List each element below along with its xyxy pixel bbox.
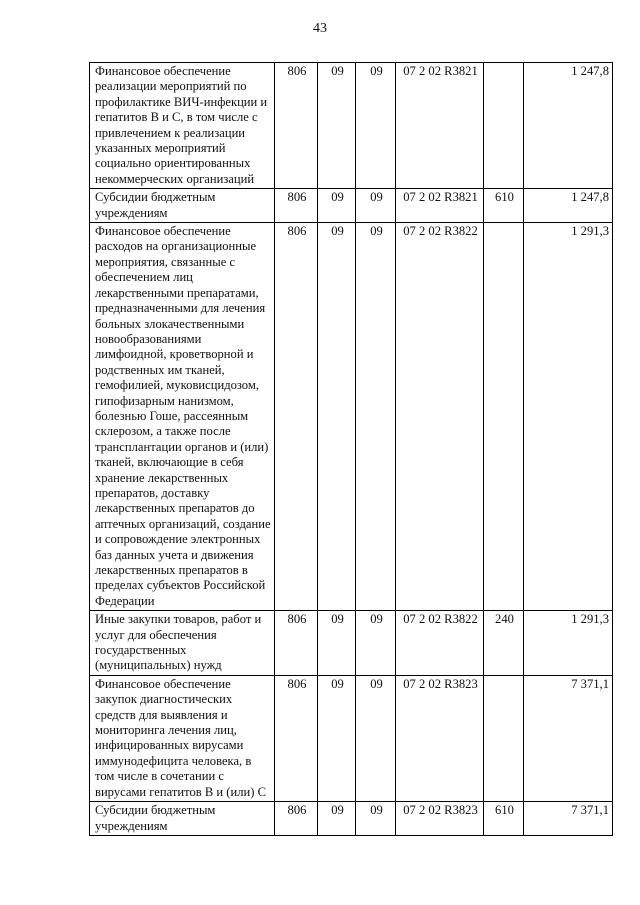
amount: 7 371,1 xyxy=(524,802,613,836)
table-row xyxy=(90,802,613,836)
subsection-code: 09 xyxy=(356,189,396,223)
target-code: 07 2 02 R3823 xyxy=(396,802,484,836)
subsection-code: 09 xyxy=(356,611,396,676)
target-code: 07 2 02 R3823 xyxy=(396,675,484,801)
target-code: 07 2 02 R3821 xyxy=(396,189,484,223)
expense-type-code: 240 xyxy=(484,611,524,676)
amount: 1 291,3 xyxy=(524,223,613,611)
expense-name: Финансовое обеспечение расходов на организационные мероприятия, связанные с обеспечением лиц лекарственными препаратами, предназначенными для лечения больных злокачественными новообразованиями лимфоидной, кроветворной и родственных им тканей, гемофилией, муковисцидозом, гипофизарным нанизмом, болезнью Гоше, рассеянным склерозом, а также после трансплантации органов и (или) тканей, включающие в себя хранение лекарственных препаратов, доставку лекарственных препаратов до аптечных организаций, создание и сопровождение электронных баз данных учета и движения лекарственных препаратов в пределах субъектов Российской Федерации xyxy=(90,223,275,611)
expense-name: Финансовое обеспечение реализации мероприятий по профилактике ВИЧ-инфекции и гепатитов В и С, в том числе с привлечением к реализации указанных мероприятий социально ориентированных некоммерческих организаций xyxy=(90,63,275,189)
ministry-code: 806 xyxy=(275,802,318,836)
table-row xyxy=(90,189,613,223)
expense-name: Субсидии бюджетным учреждениям xyxy=(90,189,275,223)
table-row xyxy=(90,611,613,676)
ministry-code: 806 xyxy=(275,675,318,801)
subsection-code: 09 xyxy=(356,802,396,836)
subsection-code: 09 xyxy=(356,675,396,801)
section-code: 09 xyxy=(318,611,356,676)
target-code: 07 2 02 R3821 xyxy=(396,63,484,189)
target-code: 07 2 02 R3822 xyxy=(396,611,484,676)
ministry-code: 806 xyxy=(275,189,318,223)
expense-name: Финансовое обеспечение закупок диагностических средств для выявления и мониторинга лечения лиц, инфицированных вирусами иммунодефицита человека, в том числе в сочетании с вирусами гепатитов В и (или) С xyxy=(90,675,275,801)
ministry-code: 806 xyxy=(275,63,318,189)
expense-type-code xyxy=(484,675,524,801)
expense-type-code xyxy=(484,63,524,189)
amount: 1 291,3 xyxy=(524,611,613,676)
section-code: 09 xyxy=(318,675,356,801)
section-code: 09 xyxy=(318,802,356,836)
page-number: 43 xyxy=(313,21,327,36)
table-row xyxy=(90,63,613,189)
expense-type-code: 610 xyxy=(484,189,524,223)
ministry-code: 806 xyxy=(275,611,318,676)
budget-table xyxy=(89,62,613,836)
table-row xyxy=(90,675,613,801)
amount: 1 247,8 xyxy=(524,63,613,189)
amount: 7 371,1 xyxy=(524,675,613,801)
subsection-code: 09 xyxy=(356,63,396,189)
target-code: 07 2 02 R3822 xyxy=(396,223,484,611)
section-code: 09 xyxy=(318,63,356,189)
ministry-code: 806 xyxy=(275,223,318,611)
expense-type-code xyxy=(484,223,524,611)
expense-name: Иные закупки товаров, работ и услуг для обеспечения государственных (муниципальных) нужд xyxy=(90,611,275,676)
section-code: 09 xyxy=(318,189,356,223)
subsection-code: 09 xyxy=(356,223,396,611)
expense-type-code: 610 xyxy=(484,802,524,836)
amount: 1 247,8 xyxy=(524,189,613,223)
section-code: 09 xyxy=(318,223,356,611)
table-row xyxy=(90,223,613,611)
expense-name: Субсидии бюджетным учреждениям xyxy=(90,802,275,836)
